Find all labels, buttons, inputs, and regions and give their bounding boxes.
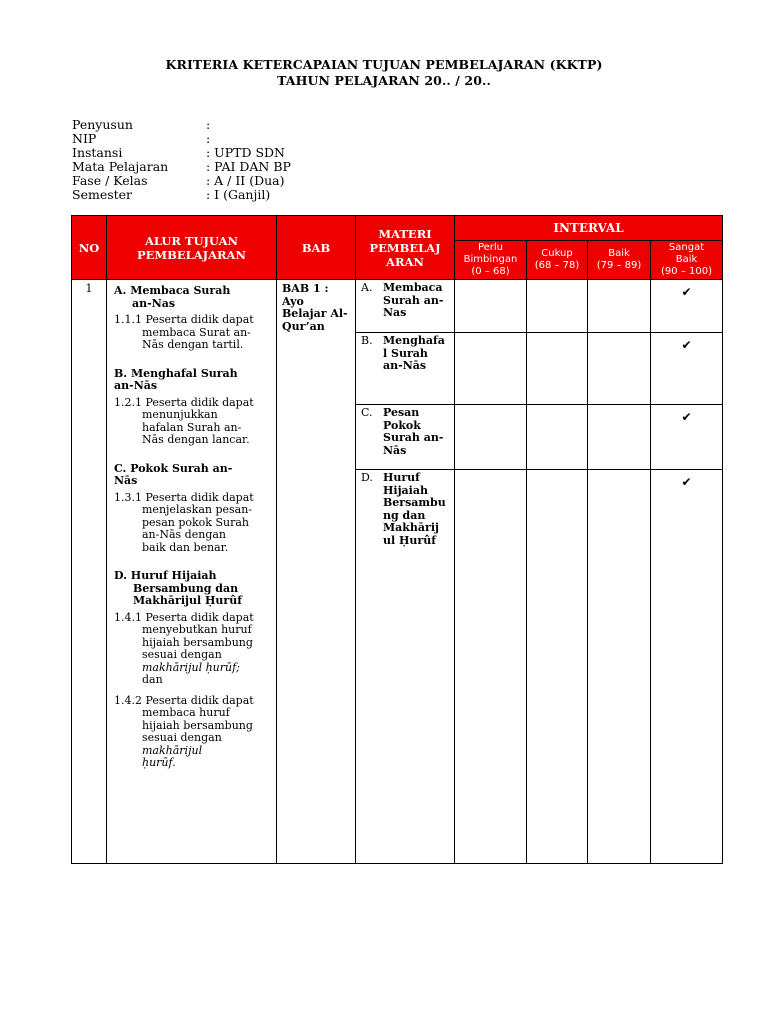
info-label: NIP bbox=[72, 131, 97, 146]
interval-cukup-b[interactable] bbox=[527, 333, 588, 405]
header-text: (68 – 78) bbox=[534, 260, 580, 271]
header-text: MATERI bbox=[378, 226, 432, 241]
row-number: 1 bbox=[72, 280, 107, 864]
interval-baik-a[interactable] bbox=[588, 280, 651, 333]
info-row-fase-kelas bbox=[72, 174, 291, 188]
materi-cell-b bbox=[356, 333, 455, 405]
materi-text bbox=[383, 282, 445, 320]
header-text: PEMBELAJ bbox=[369, 240, 441, 255]
info-row-semester bbox=[72, 188, 291, 202]
materi-line: Nās bbox=[383, 443, 407, 457]
document-title: KRITERIA KETERCAPAIAN TUJUAN PEMBELAJARAN (KKTP) bbox=[165, 57, 603, 72]
atp-text: makhārijul bbox=[142, 743, 203, 757]
info-value: : PAI DAN BP bbox=[206, 159, 291, 174]
bab-text: BAB 1 : bbox=[282, 282, 329, 295]
header-text: (79 – 89) bbox=[596, 260, 642, 271]
atp-text: D. Huruf Hijaiah bbox=[114, 569, 217, 582]
atp-text: menjelaskan pesan- bbox=[142, 503, 253, 516]
atp-text: pesan pokok Surah bbox=[142, 515, 249, 529]
materi-letter: B. bbox=[361, 334, 373, 347]
header-perlu-bimbingan bbox=[455, 241, 527, 280]
materi-line: Makhārij bbox=[383, 521, 440, 534]
materi-line: Pokok bbox=[383, 418, 421, 432]
header-bab: BAB bbox=[277, 216, 356, 280]
info-value: : bbox=[206, 131, 211, 146]
atp-text: Makhārijul Ḥurûf bbox=[133, 594, 242, 607]
materi-text bbox=[383, 335, 445, 373]
atp-text: 1.2.1 Peserta didik dapat bbox=[114, 395, 254, 409]
atp-text: hijaiah bersambung bbox=[142, 635, 253, 649]
interval-perlu-b[interactable] bbox=[455, 333, 527, 405]
materi-line: Menghafa bbox=[383, 334, 445, 347]
materi-line: Pesan bbox=[383, 406, 420, 419]
bab-text: Qur’an bbox=[282, 319, 325, 333]
atp-text: A. Membaca Surah bbox=[114, 284, 231, 297]
info-label: Fase / Kelas bbox=[72, 173, 148, 188]
materi-line: ul Ḥurûf bbox=[383, 533, 436, 547]
atp-text: 1.4.1 Peserta didik dapat bbox=[114, 610, 254, 624]
atp-text: sesuai dengan bbox=[142, 648, 222, 661]
spacer bbox=[114, 352, 270, 368]
header-alur-tujuan bbox=[107, 216, 277, 280]
spacer bbox=[114, 554, 270, 570]
atp-text: membaca Surat an- bbox=[142, 325, 251, 339]
atp-text: hafalan Surah an- bbox=[142, 420, 242, 434]
info-value: : I (Ganjil) bbox=[206, 187, 271, 202]
check-icon[interactable]: ✔ bbox=[651, 333, 723, 405]
info-value: : UPTD SDN bbox=[206, 145, 285, 160]
materi-line: Hijaiah bbox=[383, 483, 428, 497]
header-materi bbox=[356, 216, 455, 280]
atp-text: ḥurūf. bbox=[142, 756, 176, 769]
atp-heading-a bbox=[114, 285, 270, 310]
atp-text: hijaiah bersambung bbox=[142, 718, 253, 732]
atp-item-1-3-1 bbox=[114, 492, 270, 555]
atp-heading-d bbox=[114, 570, 270, 608]
header-text: Bimbingan bbox=[463, 254, 518, 265]
document-subtitle: TAHUN PELAJARAN 20.. / 20.. bbox=[277, 73, 491, 88]
info-label: Mata Pelajaran bbox=[72, 159, 169, 174]
atp-text: Bersambung dan bbox=[133, 581, 239, 595]
info-value: : bbox=[206, 117, 211, 132]
bab-text: Belajar Al- bbox=[282, 307, 348, 320]
bab-text: Ayo bbox=[282, 294, 304, 308]
materi-line: ng dan bbox=[383, 508, 426, 522]
atp-item-1-2-1 bbox=[114, 397, 270, 447]
atp-text: Nās bbox=[114, 474, 138, 487]
header-interval: INTERVAL bbox=[455, 216, 723, 241]
interval-baik-c[interactable] bbox=[588, 405, 651, 470]
info-value: : A / II (Dua) bbox=[206, 173, 285, 188]
interval-perlu-a[interactable] bbox=[455, 280, 527, 333]
atp-text: an-Nās bbox=[114, 379, 158, 392]
header-no: NO bbox=[72, 216, 107, 280]
atp-text: 1.4.2 Peserta didik dapat bbox=[114, 693, 254, 707]
materi-text bbox=[383, 407, 445, 457]
atp-text: sesuai dengan bbox=[142, 731, 222, 744]
header-sangat-baik bbox=[651, 241, 723, 280]
atp-text: menyebutkan huruf bbox=[142, 623, 252, 636]
materi-line: an-Nās bbox=[383, 359, 427, 372]
atp-item-1-4-1 bbox=[114, 612, 270, 687]
header-text: Cukup bbox=[541, 248, 573, 259]
materi-text bbox=[383, 472, 445, 547]
header-text: (90 – 100) bbox=[661, 266, 712, 277]
info-label: Penyusun bbox=[72, 117, 133, 132]
atp-item-1-1-1 bbox=[114, 314, 270, 352]
materi-line: Bersambu bbox=[383, 496, 446, 509]
materi-line: l Surah bbox=[383, 346, 428, 360]
header-text: ARAN bbox=[386, 254, 424, 269]
materi-line: Huruf bbox=[383, 471, 420, 484]
header-baik bbox=[588, 241, 651, 280]
kktp-table bbox=[71, 215, 723, 864]
check-icon[interactable]: ✔ bbox=[651, 405, 723, 470]
materi-cell-a bbox=[356, 280, 455, 333]
atp-text: makhārijul ḥurūf; bbox=[142, 660, 240, 674]
interval-perlu-c[interactable] bbox=[455, 405, 527, 470]
atp-text: baik dan benar. bbox=[142, 540, 229, 554]
header-text: (0 – 68) bbox=[471, 266, 510, 277]
materi-line: Membaca bbox=[383, 281, 443, 294]
atp-heading-b bbox=[114, 368, 270, 393]
spacer bbox=[114, 447, 270, 463]
info-label: Instansi bbox=[72, 145, 123, 160]
materi-letter: A. bbox=[361, 281, 373, 294]
atp-text: dan bbox=[142, 673, 163, 686]
interval-perlu-d[interactable] bbox=[455, 470, 527, 864]
header-text: PEMBELAJARAN bbox=[137, 247, 246, 262]
check-icon[interactable]: ✔ bbox=[651, 470, 723, 864]
materi-cell-d bbox=[356, 470, 455, 864]
materi-cell-c bbox=[356, 405, 455, 470]
interval-cukup-c[interactable] bbox=[527, 405, 588, 470]
atp-text: an-Nas bbox=[132, 296, 176, 310]
check-icon[interactable]: ✔ bbox=[651, 280, 723, 333]
header-text: Baik bbox=[608, 248, 630, 259]
alur-tujuan-cell bbox=[107, 280, 277, 864]
atp-text: menunjukkan bbox=[142, 408, 218, 421]
info-row-penyusun bbox=[72, 118, 291, 132]
interval-cukup-d[interactable] bbox=[527, 470, 588, 864]
header-cukup bbox=[527, 241, 588, 280]
header-text: Baik bbox=[675, 254, 698, 265]
atp-text: Nās dengan tartil. bbox=[142, 338, 244, 351]
header-text: ALUR TUJUAN bbox=[144, 233, 239, 248]
header-text: Perlu bbox=[477, 242, 504, 253]
materi-letter: C. bbox=[361, 406, 373, 419]
interval-baik-b[interactable] bbox=[588, 333, 651, 405]
materi-line: Surah an- bbox=[383, 431, 444, 444]
atp-item-1-4-2 bbox=[114, 695, 270, 770]
info-row-nip bbox=[72, 132, 291, 146]
identity-block bbox=[72, 118, 291, 202]
info-label: Semester bbox=[72, 187, 133, 202]
materi-line: Surah an- bbox=[383, 293, 444, 307]
info-row-instansi bbox=[72, 146, 291, 160]
header-text: Sangat bbox=[668, 242, 705, 253]
interval-cukup-a[interactable] bbox=[527, 280, 588, 333]
atp-text: an-Nās dengan bbox=[142, 528, 227, 541]
atp-text: membaca huruf bbox=[142, 706, 230, 719]
info-row-mata-pelajaran bbox=[72, 160, 291, 174]
atp-heading-c bbox=[114, 463, 270, 488]
atp-text: C. Pokok Surah an- bbox=[114, 461, 233, 475]
materi-letter: D. bbox=[361, 471, 373, 484]
atp-text: Nās dengan lancar. bbox=[142, 433, 250, 446]
atp-text: B. Menghafal Surah bbox=[114, 366, 238, 380]
atp-text: 1.1.1 Peserta didik dapat bbox=[114, 313, 254, 326]
bab-cell bbox=[277, 280, 356, 864]
materi-line: Nas bbox=[383, 306, 407, 319]
interval-baik-d[interactable] bbox=[588, 470, 651, 864]
atp-text: 1.3.1 Peserta didik dapat bbox=[114, 490, 254, 504]
